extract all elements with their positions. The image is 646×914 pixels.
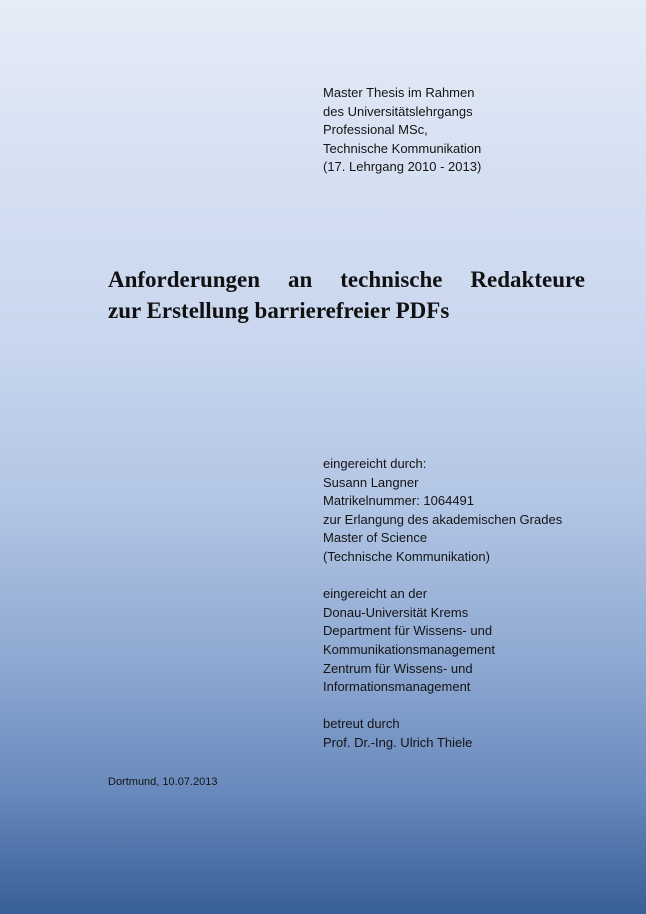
place-date: Dortmund, 10.07.2013: [108, 776, 218, 788]
program-line: Professional MSc,: [323, 122, 428, 138]
department-line: Kommunikationsmanagement: [323, 641, 495, 657]
university-name: Donau-Universität Krems: [323, 604, 469, 620]
thesis-title-line-1: Anforderungen an technische Redakteure: [108, 267, 585, 292]
degree-name: Master of Science: [323, 530, 428, 546]
program-line: (17. Lehrgang 2010 - 2013): [323, 159, 482, 175]
program-info: [323, 84, 481, 177]
supervisor-label: betreut durch: [323, 716, 400, 732]
matriculation-number: Matrikelnummer: 1064491: [323, 493, 475, 509]
program-line: Master Thesis im Rahmen: [323, 85, 475, 100]
center-line: Informationsmanagement: [323, 679, 471, 695]
submission-info: [323, 455, 562, 753]
program-line: Technische Kommunikation: [323, 140, 482, 156]
spacer: [323, 567, 562, 586]
department-line: Department für Wissens- und: [323, 623, 493, 639]
submitted-by-label: eingereicht durch:: [323, 456, 427, 471]
author-name: Susann Langner: [323, 474, 419, 490]
spacer: [323, 697, 562, 716]
center-line: Zentrum für Wissens- und: [323, 660, 473, 676]
program-line: des Universitätslehrgangs: [323, 103, 473, 119]
degree-purpose: zur Erlangung des akademischen Grades: [323, 511, 563, 527]
submitted-to-label: eingereicht an der: [323, 586, 428, 602]
degree-field: (Technische Kommunikation): [323, 548, 490, 564]
thesis-title-line-2: zur Erstellung barrierefreier PDFs: [108, 298, 450, 323]
supervisor-name: Prof. Dr.-Ing. Ulrich Thiele: [323, 734, 473, 750]
thesis-title: [108, 264, 585, 326]
